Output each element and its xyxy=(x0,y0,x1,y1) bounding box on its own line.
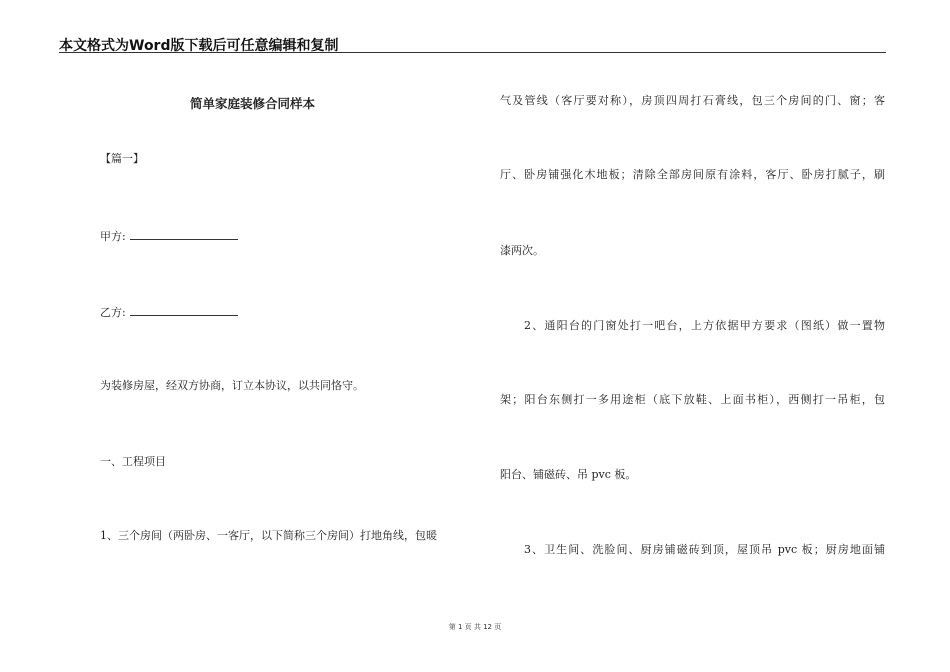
paragraph-line: 漆两次。 xyxy=(500,244,544,257)
paragraph-line: 架；阳台东侧打一多用途柜（底下放鞋、上面书柜），西侧打一吊柜，包 xyxy=(500,393,885,406)
party-a-label: 甲方: xyxy=(100,230,126,243)
paragraph-line: 2、通阳台的门窗处打一吧台，上方依据甲方要求（图纸）做一置物 xyxy=(524,319,885,332)
header-divider xyxy=(59,52,886,53)
party-a-row xyxy=(100,229,238,244)
paragraph-line: 厅、卧房铺强化木地板；清除全部房间原有涂料，客厅、卧房打腻子，刷 xyxy=(500,168,885,181)
paragraph-line: 阳台、铺磁砖、吊 pvc 板。 xyxy=(500,468,637,481)
party-a-blank-line xyxy=(130,229,238,240)
paragraph-line: 气及管线（客厅要对称），房顶四周打石膏线，包三个房间的门、窗；客 xyxy=(500,94,885,107)
party-b-label: 乙方: xyxy=(100,306,126,319)
document-header-banner: 本文格式为Word版下载后可任意编辑和复制 xyxy=(59,38,339,54)
paragraph-line: 1、三个房间（两卧房、一客厅，以下简称三个房间）打地角线，包暖 xyxy=(100,529,437,542)
page-number-footer: 第 1 页 共 12 页 xyxy=(448,623,502,631)
section-label: 【篇一】 xyxy=(100,152,144,165)
party-b-row xyxy=(100,305,238,320)
section-heading-project: 一、工程项目 xyxy=(100,455,166,468)
intro-paragraph: 为装修房屋，经双方协商，订立本协议，以共同恪守。 xyxy=(100,379,364,392)
party-b-blank-line xyxy=(130,305,238,316)
document-title: 简单家庭装修合同样本 xyxy=(190,96,316,111)
paragraph-line: 3、卫生间、洗脸间、厨房铺磁砖到顶，屋顶吊 pvc 板；厨房地面铺 xyxy=(524,543,885,556)
